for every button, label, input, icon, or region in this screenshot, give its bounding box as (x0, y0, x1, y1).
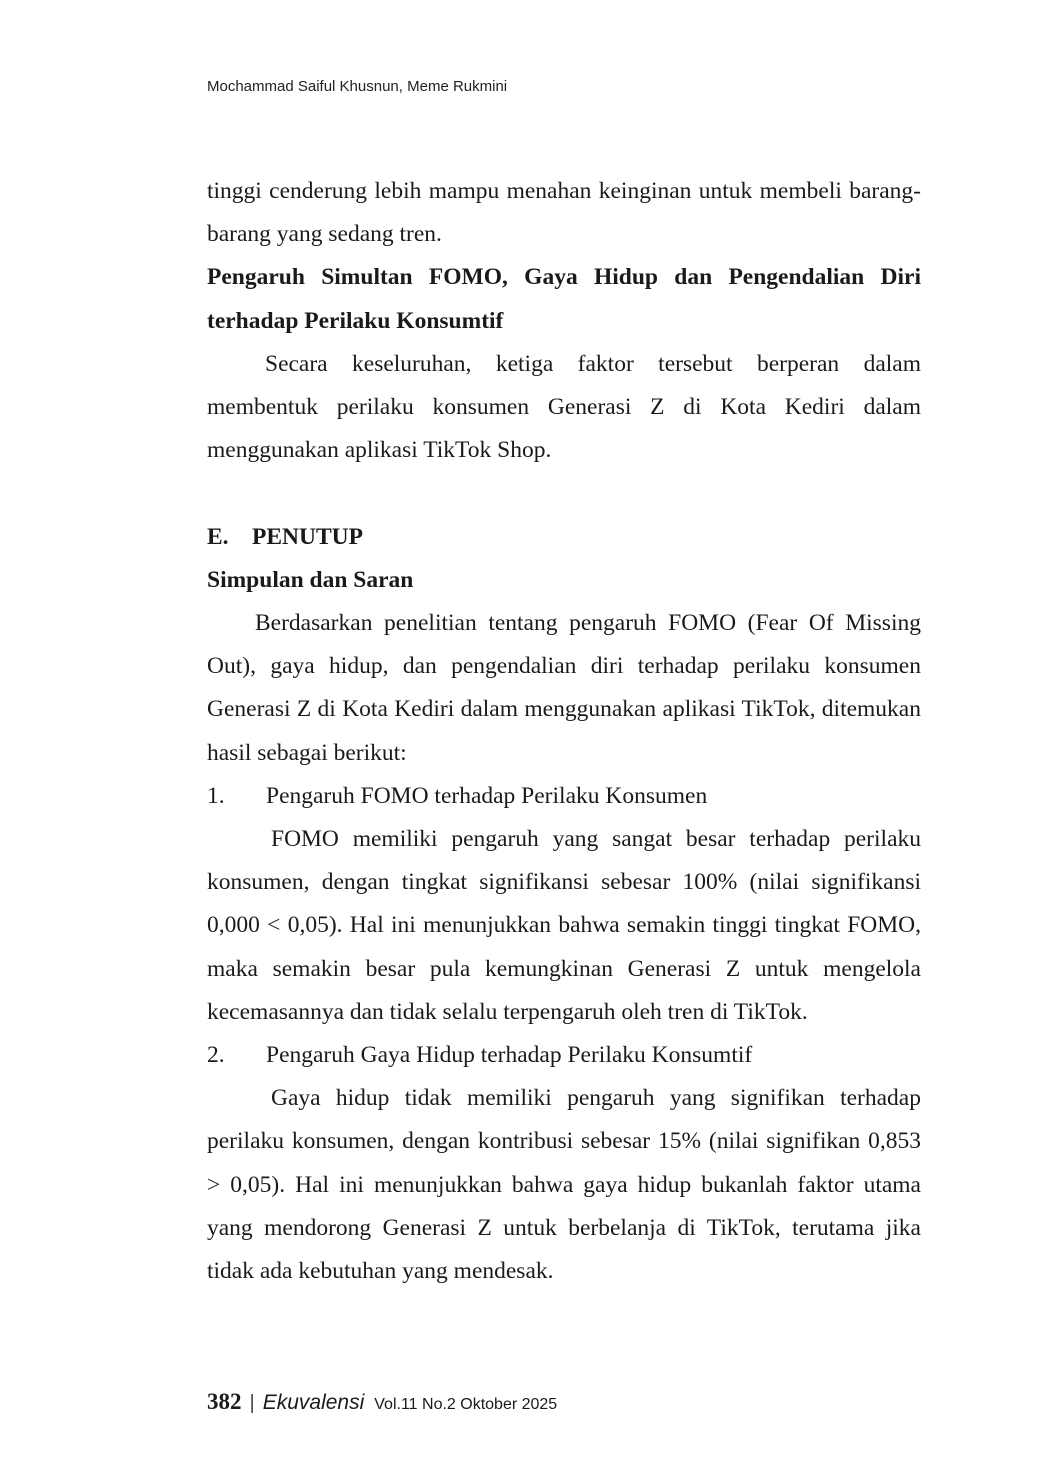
list-number: 1. (207, 782, 225, 809)
list-item-2-text: Gaya hidup tidak memiliki pengaruh yang signifikan terhadap perilaku konsumen, dengan kontribusi sebesar 15% (nilai signifikan 0,853 > 0,05). Hal ini menunjukkan bahwa gaya hidup bukanlah faktor utama yang mendorong Generasi Z untuk berbelanja di TikTok, terutama jika tidak ada kebutuhan yang mendesak. (207, 1085, 921, 1285)
list-title: Pengaruh FOMO terhadap Perilaku Konsumen (266, 782, 708, 809)
subheading-conclusion: Simpulan dan Saran (207, 566, 414, 593)
journal-name: Ekuvalensi (262, 1391, 365, 1414)
body-text (207, 170, 921, 1293)
paragraph-continued: tinggi cenderung lebih mampu menahan keinginan untuk membeli barang-barang yang sedang tren. (207, 178, 921, 248)
page-footer (207, 1389, 557, 1415)
page-number: 382 (207, 1389, 242, 1414)
paragraph-overall: Secara keseluruhan, ketiga faktor tersebut berperan dalam membentuk perilaku konsumen Generasi Z di Kota Kediri dalam menggunakan aplikasi TikTok Shop. (207, 350, 921, 464)
paragraph-findings-intro: Berdasarkan penelitian tentang pengaruh FOMO (Fear Of Missing Out), gaya hidup, dan pengendalian diri terhadap perilaku konsumen Generasi Z di Kota Kediri dalam menggunakan aplikasi TikTok, ditemukan hasil sebagai berikut: (207, 610, 921, 766)
section-title: PENUTUP (252, 523, 363, 550)
spacer (207, 472, 921, 515)
footer-separator: | (249, 1392, 255, 1414)
journal-volume: Vol.11 No.2 Oktober 2025 (374, 1396, 558, 1413)
list-title: Pengaruh Gaya Hidup terhadap Perilaku Konsumtif (266, 1042, 753, 1069)
section-letter: E. (207, 523, 229, 550)
running-head: Mochammad Saiful Khusnun, Meme Rukmini (207, 78, 508, 95)
list-number: 2. (207, 1042, 225, 1069)
list-item-1-heading (207, 775, 921, 818)
subheading-simultaneous-effect: Pengaruh Simultan FOMO, Gaya Hidup dan Pengendalian Diri terhadap Perilaku Konsumtif (207, 264, 921, 334)
list-item-1-text: FOMO memiliki pengaruh yang sangat besar terhadap perilaku konsumen, dengan tingkat signifikansi sebesar 100% (nilai signifikansi 0,000 < 0,05). Hal ini menunjukkan bahwa semakin tinggi tingkat FOMO, maka semakin besar pula kemungkinan Generasi Z untuk mengelola kecemasannya dan tidak selalu terpengaruh oleh tren di TikTok. (207, 826, 921, 1025)
section-heading (207, 516, 921, 559)
list-item-2-heading (207, 1034, 921, 1077)
